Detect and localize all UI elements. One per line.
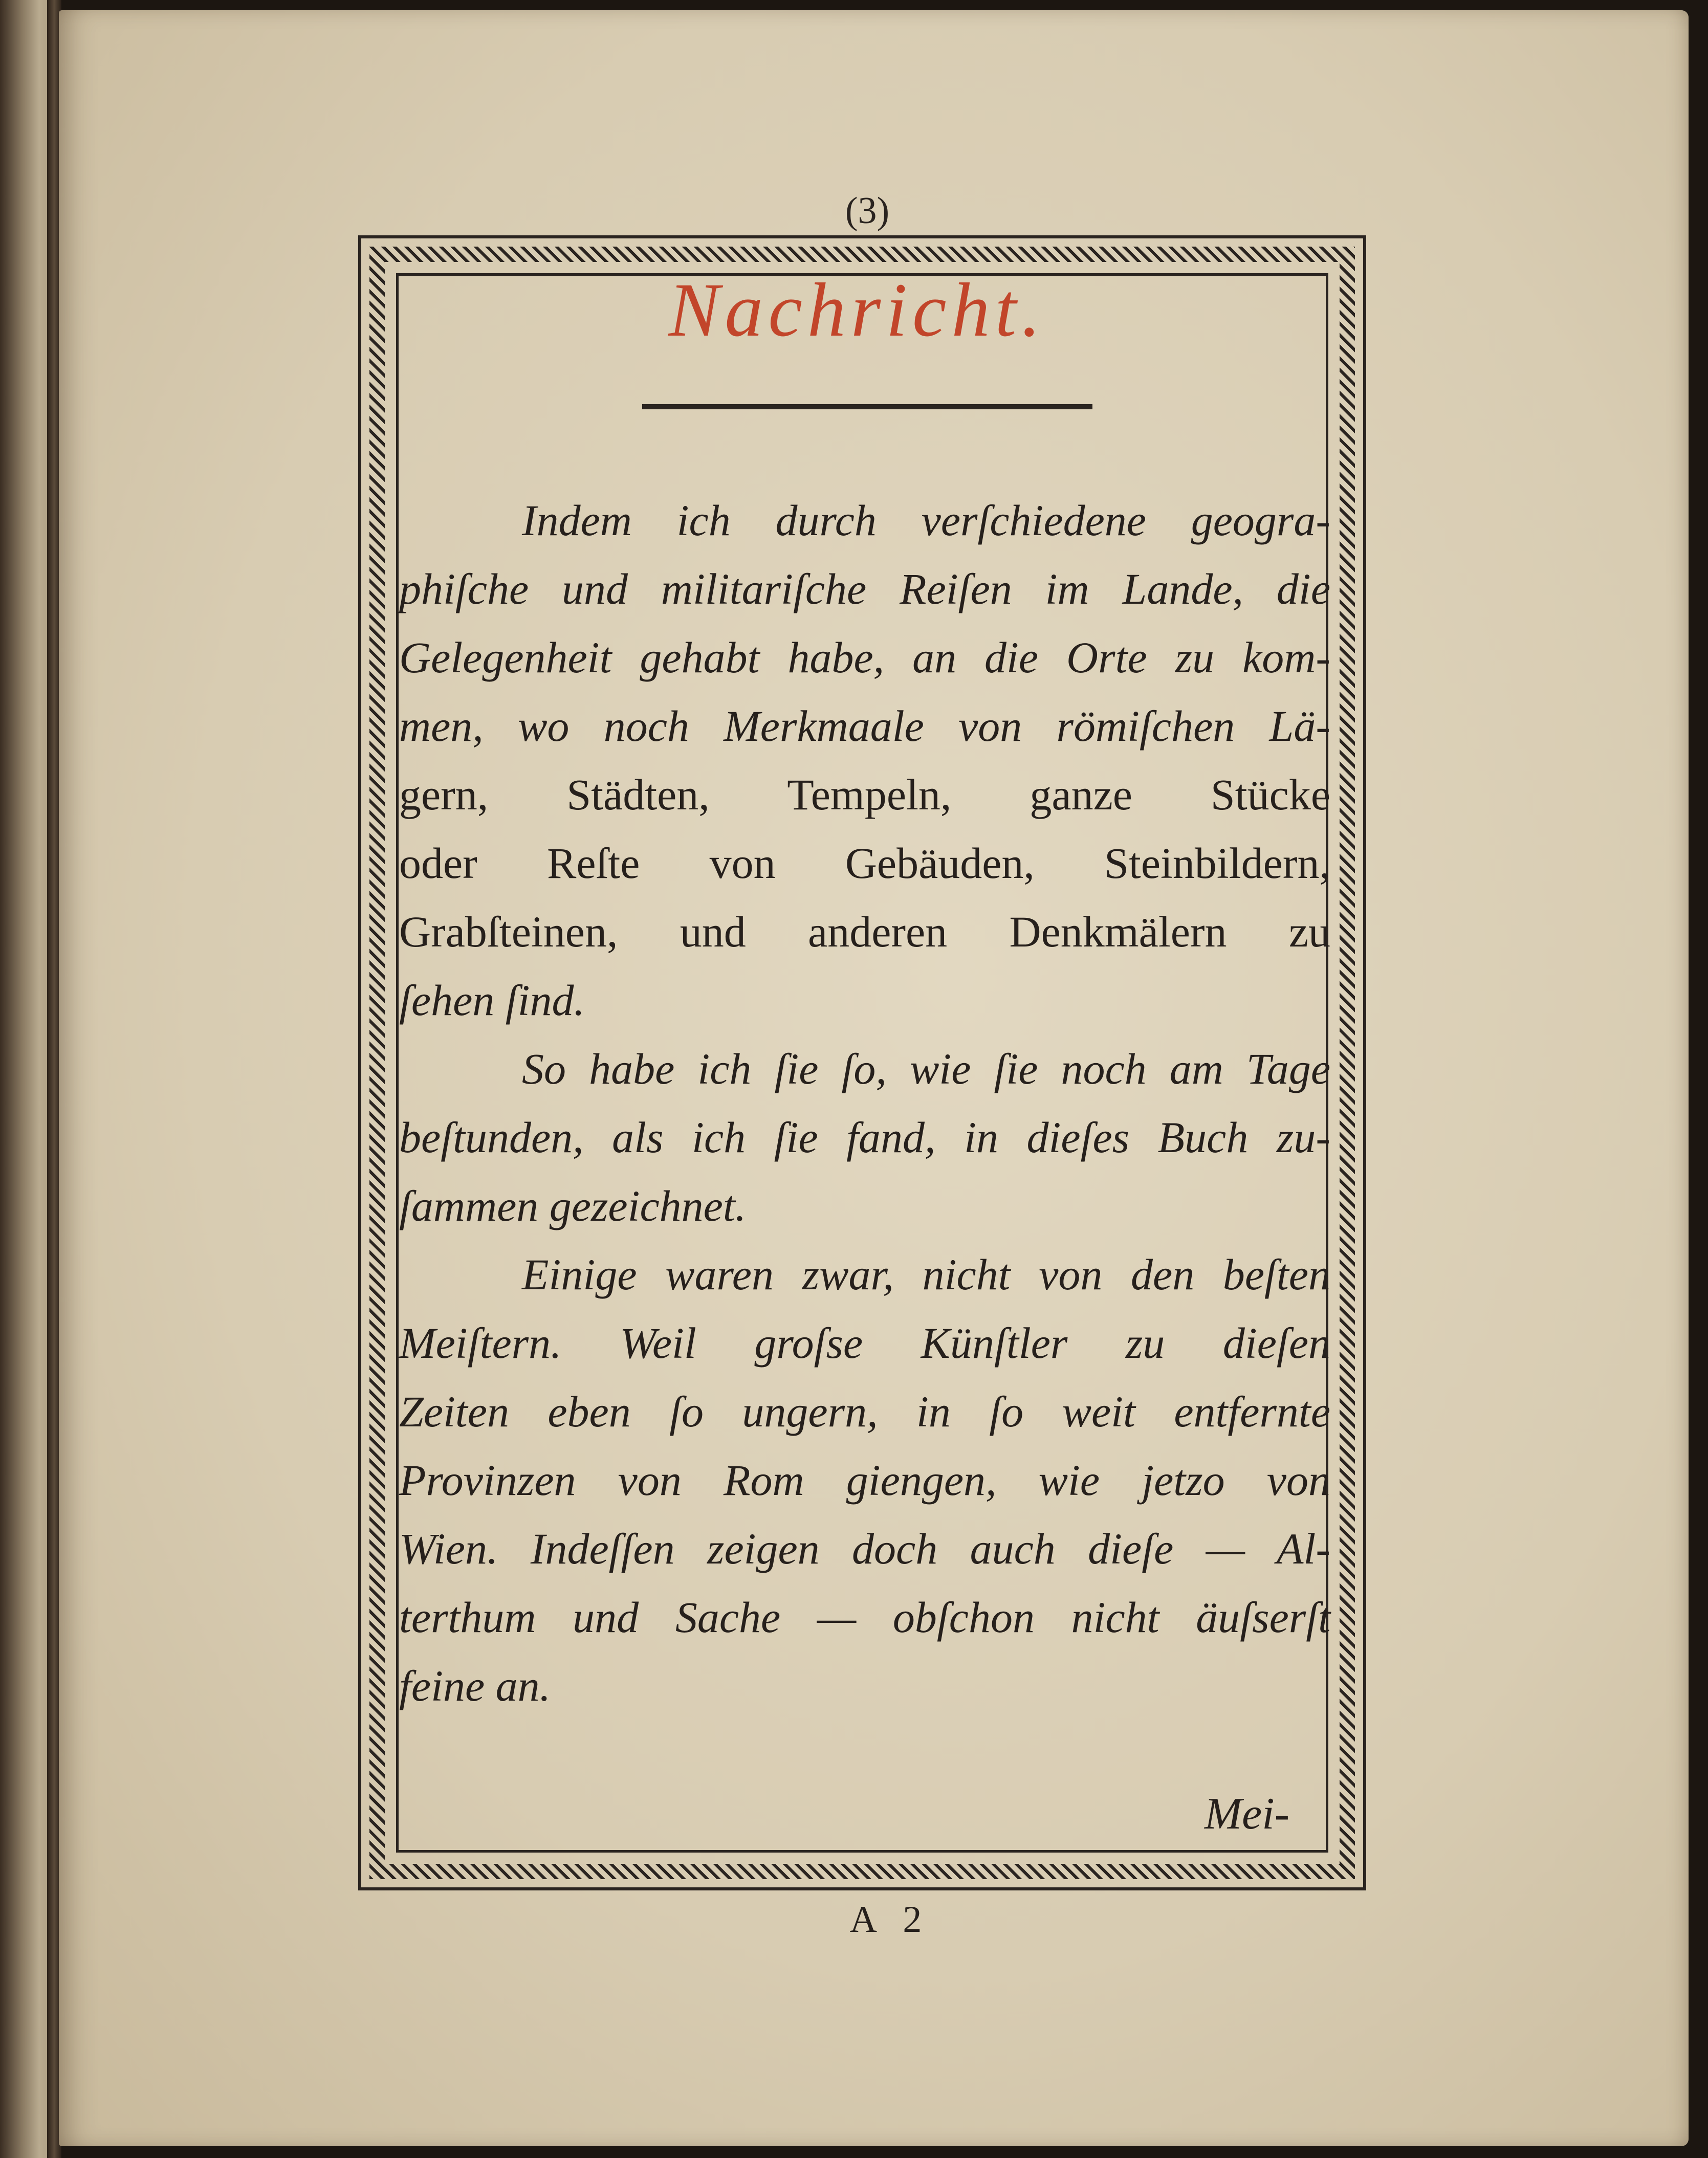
text-line: Wien. Indeſſen zeigen doch auch dieſe — Al- bbox=[399, 1524, 1330, 1573]
text-line: Zeiten eben ſo ungern, in ſo weit entfernte bbox=[399, 1387, 1330, 1436]
text-line: Gelegenheit gehabt habe, an die Orte zu kom- bbox=[399, 633, 1330, 682]
text-line: Indem ich durch verſchiedene geogra- bbox=[522, 496, 1330, 545]
body-text bbox=[399, 486, 1330, 1720]
text-line: So habe ich ſie ſo, wie ſie noch am Tage bbox=[522, 1044, 1330, 1093]
signature-mark: A 2 bbox=[849, 1899, 931, 1941]
heading-rule bbox=[642, 404, 1092, 409]
page-number: (3) bbox=[845, 190, 890, 232]
page-heading: Nachricht. bbox=[668, 268, 1046, 353]
text-line: Grabſteinen, und anderen Denkmälern zu bbox=[399, 907, 1330, 956]
text-line: ſehen ſind. bbox=[399, 976, 585, 1025]
text-line: phiſche und militariſche Reiſen im Lande, die bbox=[399, 564, 1330, 613]
text-line: Meiſtern. Weil groſse Künſtler zu dieſen bbox=[399, 1318, 1330, 1368]
text-line: terthum und Sache — obſchon nicht äuſserſt bbox=[399, 1593, 1330, 1642]
text-line: Provinzen von Rom giengen, wie jetzo von bbox=[399, 1456, 1330, 1505]
text-line: oder Reſte von Gebäuden, Steinbildern, bbox=[399, 839, 1330, 888]
text-line: feine an. bbox=[399, 1661, 551, 1710]
text-line: ſammen gezeichnet. bbox=[399, 1181, 747, 1230]
text-line: men, wo noch Merkmaale von römiſchen Lä- bbox=[399, 701, 1330, 751]
text-line: beſtunden, als ich ſie fand, in dieſes Buch zu- bbox=[399, 1113, 1330, 1162]
text-line: Einige waren zwar, nicht von den beſten bbox=[522, 1250, 1330, 1299]
text-line: gern, Städten, Tempeln, ganze Stücke bbox=[399, 770, 1330, 819]
catchword: Mei- bbox=[1204, 1789, 1289, 1839]
